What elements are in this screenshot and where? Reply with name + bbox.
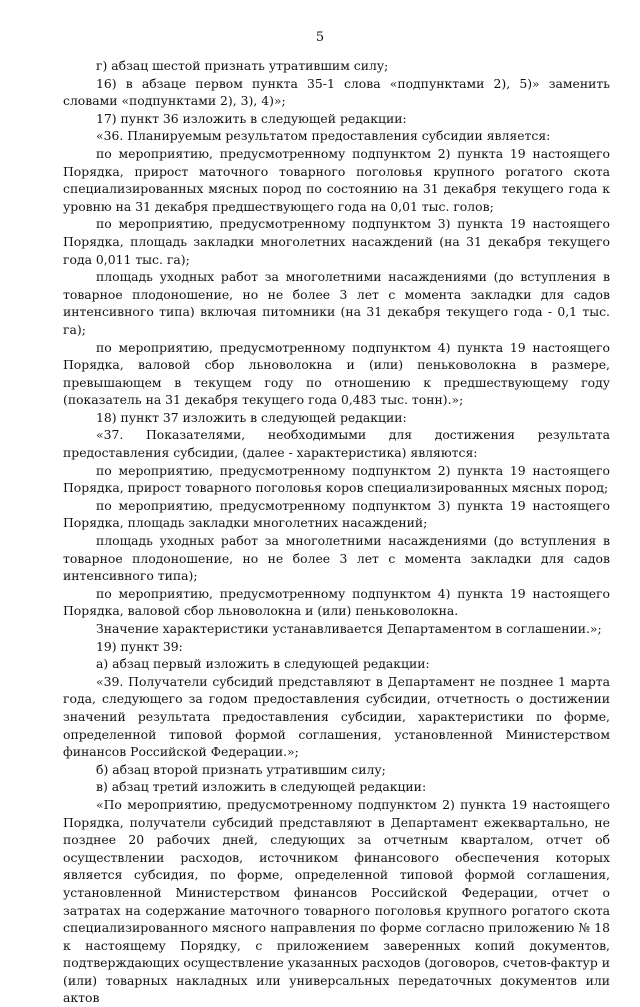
paragraph: в) абзац третий изложить в следующей редакции: — [96, 779, 427, 795]
paragraph: «По мероприятию, предусмотренному подпунктом 2) пункта 19 настоящего Порядка, получатели субсидий представляют в Департамент ежеквартально, не позднее 20 рабочих дней, следующих за отчетным кварталом, отчет об осуществлении расходов, источником финансового обеспечения которых является субсидия, по форме, определенной типовой формой соглашения, установленной Министерством финансов Российской Федерации, отчет о затратах на содержание маточного товарного поголовья крупного рогатого скота специализированного мясного направления по форме согласно приложению № 18 к настоящему Порядку, с приложением заверенных копий документов, подтверждающих осуществление указанных расходов (договоров, счетов-фактур и (или) товарных накладных или универсальных передаточных документов или актов — [63, 796, 614, 1006]
paragraph: Значение характеристики устанавливается Департаментом в соглашении.»; — [96, 621, 602, 636]
paragraph: по мероприятию, предусмотренному подпунктом 2) пункта 19 настоящего Порядка, прирост товарного поголовья коров специализированных мясных пород; — [63, 462, 614, 496]
document-body — [63, 57, 614, 1007]
paragraph: 16) в абзаце первом пункта 35-1 слова «подпунктами 2), 5)» заменить словами «подпунктами 2), 3), 4)»; — [63, 75, 614, 109]
paragraph: площадь уходных работ за многолетними насаждениями (до вступления в товарное плодоношение, но не более 3 лет с момента закладки для садов интенсивного типа); — [63, 533, 614, 584]
paragraph: по мероприятию, предусмотренному подпунктом 3) пункта 19 настоящего Порядка, площадь закладки многолетних насаждений; — [63, 497, 614, 531]
paragraph: 18) пункт 37 изложить в следующей редакции: — [96, 409, 407, 425]
paragraph: площадь уходных работ за многолетними насаждениями (до вступления в товарное плодоношение, но не более 3 лет с момента закладки для садов интенсивного типа) включая питомники (на 31 декабря текущего года - 0,1 тыс. га); — [63, 269, 614, 337]
page-number: 5 — [315, 30, 325, 45]
paragraph: по мероприятию, предусмотренному подпунктом 4) пункта 19 настоящего Порядка, валовой сбор льноволокна и (или) пеньковолокна в размере, превышающем в текущем году по отношению к предшествующему году (показатель на 31 декабря текущего года 0,483 тыс. тонн).»; — [63, 339, 614, 408]
paragraph: «37. Показателями, необходимыми для достижения результата предоставления субсидии, (далее - характеристика) являются: — [63, 427, 614, 461]
paragraph: по мероприятию, предусмотренному подпунктом 4) пункта 19 настоящего Порядка, валовой сбор льноволокна и (или) пеньковолокна. — [63, 585, 614, 619]
paragraph: по мероприятию, предусмотренному подпунктом 3) пункта 19 настоящего Порядка, площадь закладки многолетних насаждений (на 31 декабря текущего года 0,011 тыс. га); — [63, 216, 614, 267]
paragraph: «36. Планируемым результатом предоставления субсидии является: — [96, 128, 551, 144]
paragraph: г) абзац шестой признать утратившим силу; — [96, 58, 389, 73]
paragraph: 17) пункт 36 изложить в следующей редакции: — [96, 110, 407, 126]
paragraph: «39. Получатели субсидий представляют в Департамент не позднее 1 марта года, следующего за годом предоставления субсидии, отчетность о достижении значений результата предоставления субсидии, характеристики по форме, определенной типовой формой соглашения, установленной Министерством финансов Российской Федерации.»; — [63, 673, 614, 760]
paragraph: б) абзац второй признать утратившим силу; — [96, 761, 386, 777]
paragraph: по мероприятию, предусмотренному подпунктом 2) пункта 19 настоящего Порядка, прирост маточного товарного поголовья крупного рогатого скота специализированных мясных пород по состоянию на 31 декабря текущего года к уровню на 31 декабря предшествующего года на 0,01 тыс. голов; — [63, 145, 614, 214]
paragraph: 19) пункт 39: — [96, 638, 183, 654]
paragraph: а) абзац первый изложить в следующей редакции: — [96, 656, 430, 672]
